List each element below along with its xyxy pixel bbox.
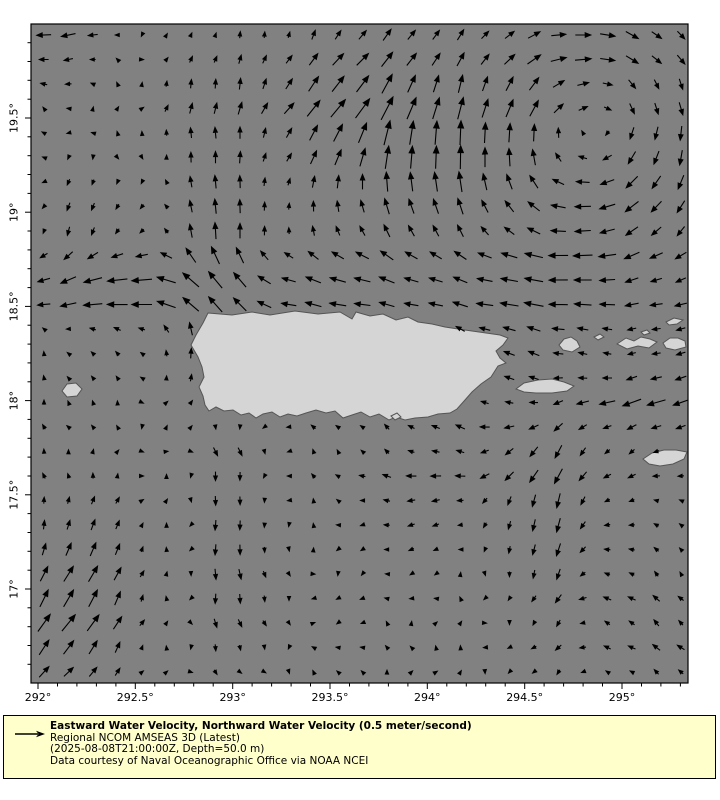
x-tick-label: 293.5° <box>311 691 349 704</box>
reference-arrow-icon <box>14 726 46 740</box>
y-tick-label: 19.5° <box>7 103 21 133</box>
x-tick-label: 294.5° <box>506 691 544 704</box>
y-tick-label: 17° <box>7 579 21 599</box>
y-tick-label: 19° <box>7 202 21 222</box>
legend-courtesy: Data courtesy of Naval Oceanographic Office via NOAA NCEI <box>50 754 369 767</box>
legend-title: Eastward Water Velocity, Northward Water Velocity (0.5 meter/second) <box>50 720 472 732</box>
y-tick-label: 18° <box>7 390 21 411</box>
x-tick-label: 295° <box>608 691 636 704</box>
x-tick-label: 294° <box>414 691 441 704</box>
y-tick-label: 17.5° <box>7 479 21 510</box>
legend-text-block <box>50 721 472 767</box>
legend-source: Regional NCOM AMSEAS 3D (Latest) <box>50 731 240 744</box>
legend <box>3 715 716 779</box>
x-tick-label: 292° <box>24 691 52 704</box>
x-tick-label: 292.5° <box>116 691 154 704</box>
legend-time-depth: (2025-08-08T21:00:00Z, Depth=50.0 m) <box>50 743 265 756</box>
x-tick-label: 293° <box>219 691 246 704</box>
y-tick-label: 18.5° <box>7 291 21 322</box>
